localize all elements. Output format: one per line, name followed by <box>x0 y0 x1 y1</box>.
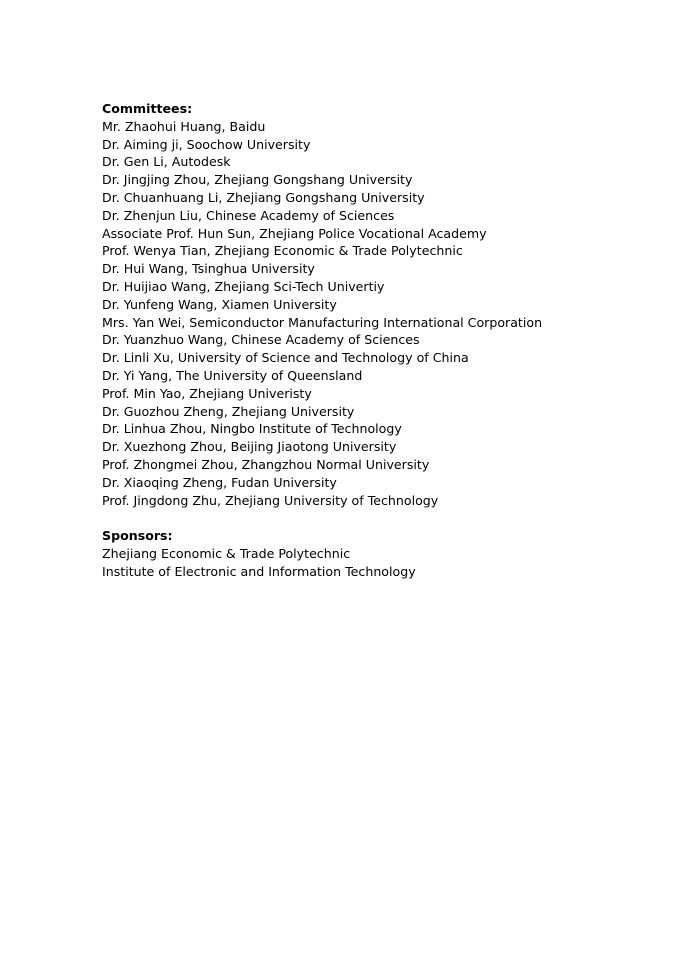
committee-member: Dr. Chuanhuang Li, Zhejiang Gongshang University <box>102 189 425 205</box>
committee-member: Dr. Linli Xu, University of Science and Technology of China <box>102 350 469 366</box>
committee-member: Prof. Min Yao, Zhejiang Univeristy <box>102 385 312 401</box>
committee-member: Dr. Linhua Zhou, Ningbo Institute of Technology <box>102 421 402 437</box>
committee-member: Dr. Xuezhong Zhou, Beijing Jiaotong University <box>102 439 397 455</box>
committee-member: Dr. Jingjing Zhou, Zhejiang Gongshang University <box>102 172 413 188</box>
document-content <box>102 100 662 581</box>
committee-member: Prof. Zhongmei Zhou, Zhangzhou Normal University <box>102 456 430 472</box>
sponsor-item: Institute of Electronic and Information Technology <box>102 563 416 579</box>
committee-member: Dr. Yi Yang, The University of Queensland <box>102 367 363 383</box>
committee-member: Prof. Jingdong Zhu, Zhejiang University of Technology <box>102 492 439 508</box>
committee-member: Dr. Aiming ji, Soochow University <box>102 136 311 152</box>
committee-member: Dr. Hui Wang, Tsinghua University <box>102 261 315 277</box>
committee-member: Associate Prof. Hun Sun, Zhejiang Police Vocational Academy <box>102 225 487 241</box>
committee-member: Dr. Yunfeng Wang, Xiamen University <box>102 296 337 312</box>
committee-member: Dr. Xiaoqing Zheng, Fudan University <box>102 474 337 490</box>
committee-member: Dr. Yuanzhuo Wang, Chinese Academy of Sciences <box>102 332 420 348</box>
sponsors-heading: Sponsors: <box>102 528 173 544</box>
committee-member: Prof. Wenya Tian, Zhejiang Economic & Trade Polytechnic <box>102 243 463 259</box>
sponsors-section <box>102 527 662 580</box>
committees-section <box>102 100 662 509</box>
committee-member: Dr. Huijiao Wang, Zhejiang Sci-Tech Univertiy <box>102 278 385 294</box>
sponsor-item: Zhejiang Economic & Trade Polytechnic <box>102 545 351 561</box>
committee-member: Dr. Guozhou Zheng, Zhejiang University <box>102 403 355 419</box>
committee-member: Dr. Gen Li, Autodesk <box>102 154 231 170</box>
committee-member: Dr. Zhenjun Liu, Chinese Academy of Sciences <box>102 207 395 223</box>
committee-member: Mrs. Yan Wei, Semiconductor Manufacturing International Corporation <box>102 314 543 330</box>
committees-heading: Committees: <box>102 101 193 116</box>
committee-member: Mr. Zhaohui Huang, Baidu <box>102 118 266 134</box>
